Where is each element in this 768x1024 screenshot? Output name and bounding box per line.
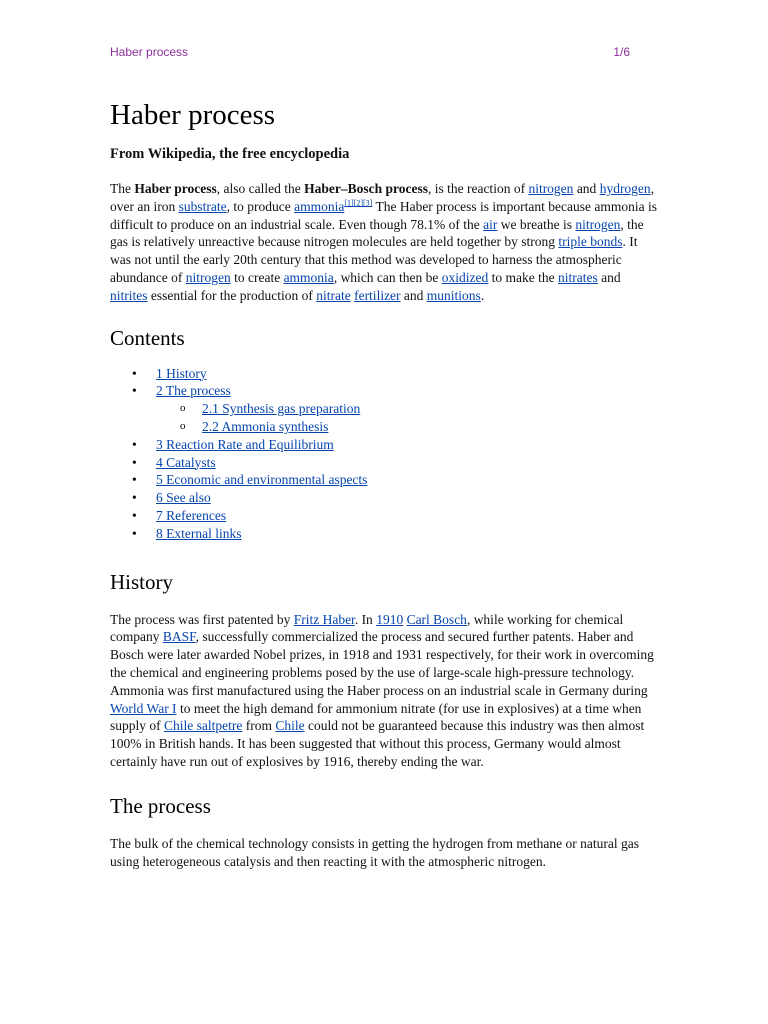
toc-item <box>110 471 660 489</box>
toc-subitem <box>110 418 660 436</box>
link-nitrates[interactable]: nitrates <box>558 269 598 285</box>
ref-3[interactable]: [3] <box>363 198 373 208</box>
link-oxidized[interactable]: oxidized <box>441 269 489 285</box>
link-chile-saltpetre[interactable]: Chile saltpetre <box>164 718 243 734</box>
link-nitrites[interactable]: nitrites <box>110 287 148 303</box>
link-world-war-i[interactable]: World War I <box>110 700 177 716</box>
bullet-icon: • <box>132 436 137 452</box>
link-nitrogen-2[interactable]: nitrogen <box>575 216 621 232</box>
link-ammonia-2[interactable]: ammonia <box>283 269 334 285</box>
link-chile[interactable]: Chile <box>275 718 305 734</box>
link-fertilizer[interactable]: fertilizer <box>354 287 401 303</box>
link-triple-bonds[interactable]: triple bonds <box>558 234 623 250</box>
toc-item <box>110 365 660 383</box>
toc-item <box>110 382 660 400</box>
toc-link-economic[interactable]: 5 Economic and environmental aspects <box>156 472 368 488</box>
header-page-number: 1/6 <box>613 45 630 59</box>
link-basf[interactable]: BASF <box>162 629 196 645</box>
link-nitrogen-3[interactable]: nitrogen <box>185 269 231 285</box>
link-fritz-haber[interactable]: Fritz Haber <box>293 611 355 627</box>
toc-link-history[interactable]: 1 History <box>156 365 207 381</box>
bullet-icon: • <box>132 454 137 470</box>
process-heading: The process <box>110 793 211 818</box>
link-1910[interactable]: 1910 <box>376 611 404 627</box>
intro-paragraph: The Haber process, also called the Haber–Bosch process, is the reaction of nitrogen and hydrogen, over an iron substrate, to produce ammonia[1][2][3] The Haber process is important because ammonia is difficult to produce on an industrial scale. Even though 78.1% of the air we breathe is nitrogen, the gas is relatively unreactive because nitrogen molecules are held together by strong triple bonds. It was not until the early 20th century that this method was developed to harness the atmospheric abundance of nitrogen to create ammonia, which can then be oxidized to make the nitrates and nitrites essential for the production of nitrate fertilizer and munitions. <box>110 181 657 303</box>
article-body <box>110 98 660 870</box>
toc-item <box>110 454 660 472</box>
process-paragraph: The bulk of the chemical technology consists in getting the hydrogen from methane or natural gas using heterogeneous catalysis and then reacting it with the atmospheric nitrogen. <box>110 835 639 869</box>
bullet-icon: • <box>132 383 137 399</box>
toc-item <box>110 507 660 525</box>
bullet-icon: • <box>132 472 137 488</box>
toc-item <box>110 525 660 543</box>
article-subtitle: From Wikipedia, the free encyclopedia <box>110 146 350 162</box>
toc-link-the-process[interactable]: 2 The process <box>156 383 231 399</box>
toc-link-ammonia-synthesis[interactable]: 2.2 Ammonia synthesis <box>202 418 329 434</box>
ref-2[interactable]: [2] <box>353 198 363 208</box>
contents-heading: Contents <box>110 325 185 350</box>
header-title: Haber process <box>110 45 189 59</box>
link-nitrate[interactable]: nitrate <box>316 287 351 303</box>
bullet-icon: • <box>132 507 137 523</box>
link-air[interactable]: air <box>483 216 498 232</box>
print-header <box>110 45 630 63</box>
toc-item <box>110 489 660 507</box>
link-hydrogen[interactable]: hydrogen <box>599 181 651 196</box>
link-nitrogen[interactable]: nitrogen <box>528 181 574 196</box>
toc-link-synthesis-gas[interactable]: 2.1 Synthesis gas preparation <box>202 401 361 417</box>
toc-link-external-links[interactable]: 8 External links <box>156 525 242 541</box>
article-title: Haber process <box>110 99 276 131</box>
toc-item <box>110 436 660 454</box>
table-of-contents <box>110 365 660 543</box>
history-heading: History <box>110 569 173 594</box>
link-substrate[interactable]: substrate <box>178 198 227 214</box>
toc-link-references[interactable]: 7 References <box>156 507 227 523</box>
bullet-icon: • <box>132 365 137 381</box>
ref-1[interactable]: [1] <box>344 198 354 208</box>
toc-link-reaction-rate[interactable]: 3 Reaction Rate and Equilibrium <box>156 436 334 452</box>
link-munitions[interactable]: munitions <box>426 287 481 303</box>
toc-subitem <box>110 400 660 418</box>
toc-link-catalysts[interactable]: 4 Catalysts <box>156 454 216 470</box>
circle-bullet-icon: o <box>180 402 186 415</box>
bullet-icon: • <box>132 490 137 506</box>
toc-link-see-also[interactable]: 6 See also <box>156 490 211 506</box>
history-paragraph: The process was first patented by Fritz Haber. In 1910 Carl Bosch, while working for chemical company BASF, successfully commercialized the process and secured further patents. Haber and Bosch were later awarded Nobel prizes, in 1918 and 1931 respectively, for their work in overcoming the chemical and engineering problems posed by the use of large-scale high-pressure technology. Ammonia was first manufactured using the Haber process on an industrial scale in Germany during World War I to meet the high demand for ammonium nitrate (for use in explosives) at a time when supply of Chile saltpetre from Chile could not be guaranteed because this industry was then almost 100% in British hands. It has been suggested that without this process, Germany would almost certainly have run out of explosives by 1916, thereby ending the war. <box>110 611 654 769</box>
link-carl-bosch[interactable]: Carl Bosch <box>406 611 467 627</box>
circle-bullet-icon: o <box>180 419 186 432</box>
bullet-icon: • <box>132 525 137 541</box>
link-ammonia[interactable]: ammonia <box>294 198 345 214</box>
